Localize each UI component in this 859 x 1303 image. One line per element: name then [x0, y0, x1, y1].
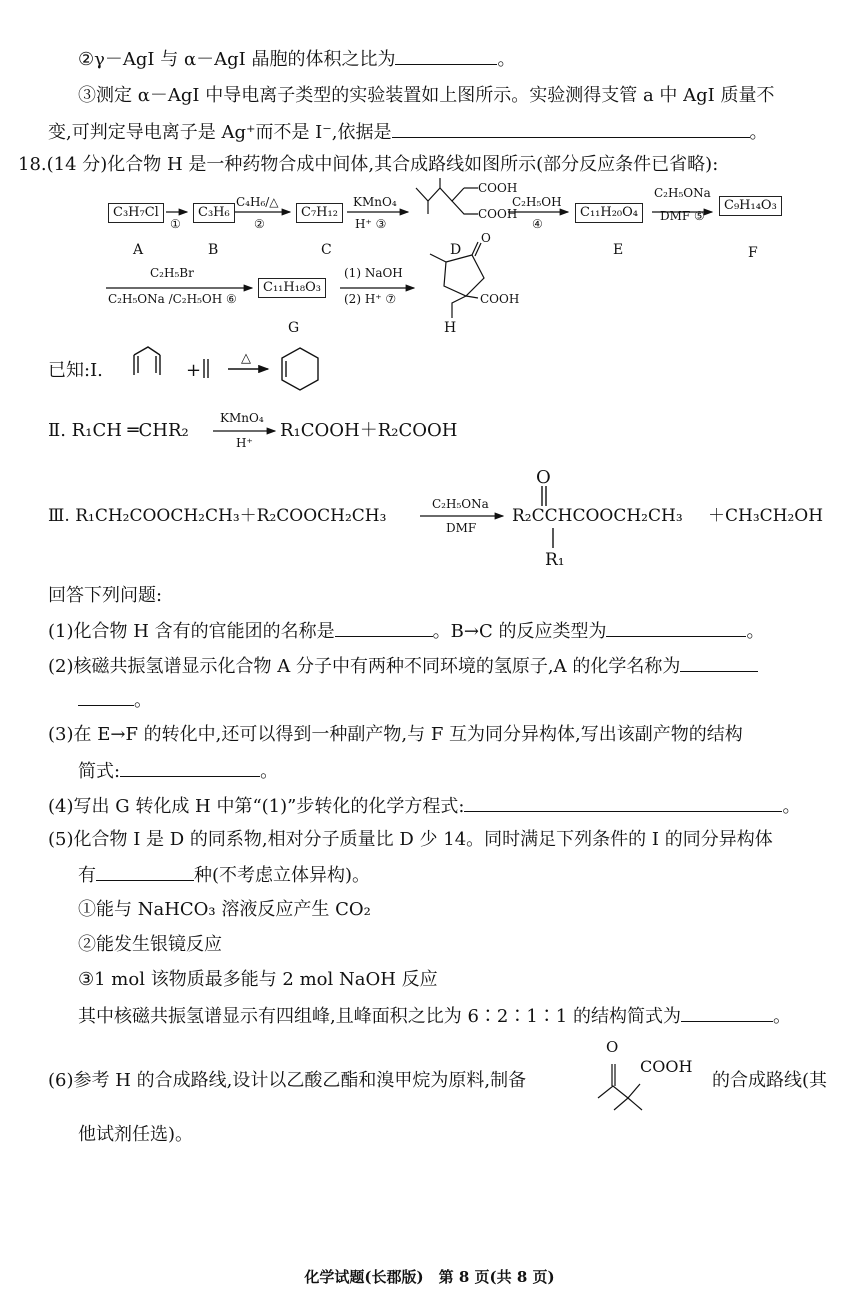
- condition: C₄H₆/△: [236, 195, 279, 209]
- text-seg: 。: [746, 621, 765, 642]
- known-3-byproduct: ＋CH₃CH₂OH: [708, 506, 824, 526]
- condition: H⁺: [236, 436, 253, 450]
- group-label: COOH: [478, 207, 518, 221]
- text-seg: 其中核磁共振氢谱显示有四组峰,且峰面积之比为 6∶2∶1∶1 的结构简式为: [78, 1006, 681, 1027]
- label-b: B: [208, 242, 219, 258]
- condition: DMF ⑤: [660, 209, 705, 223]
- condition: H⁺ ③: [355, 217, 387, 231]
- question-18-stem: 18.(14 分)化合物 H 是一种药物合成中间体,其合成路线如图所示(部分反应条件已省略):: [18, 154, 719, 175]
- step-number: ①: [170, 217, 181, 231]
- text-seg: (2)核磁共振氢谱显示化合物 A 分子中有两种不同环境的氢原子,A 的化学名称为: [48, 656, 681, 677]
- condition: C₂H₅ONa /C₂H₅OH ⑥: [108, 292, 237, 306]
- condition: C₂H₅OH: [512, 195, 562, 209]
- condition-3: ③1 mol 该物质最多能与 2 mol NaOH 反应: [78, 969, 438, 990]
- question-6: (6)参考 H 的合成路线,设计以乙酸乙酯和溴甲烷为原料,制备: [48, 1070, 527, 1091]
- label-g: G: [288, 320, 300, 336]
- question-5: (5)化合物 I 是 D 的同系物,相对分子质量比 D 少 14。同时满足下列条件的 I 的同分异构体: [48, 829, 773, 850]
- label-f: F: [748, 245, 758, 261]
- question-2: [48, 653, 758, 679]
- condition: C₂H₅ONa: [432, 497, 489, 511]
- question-3-cont: [78, 758, 278, 784]
- question-4: [48, 793, 800, 819]
- condition: C₂H₅ONa: [654, 186, 711, 200]
- answer-blank[interactable]: [464, 793, 782, 812]
- text-seg: 变,可判定导电离子是 Ag⁺而不是 I⁻,依据是: [48, 122, 392, 143]
- text-seg: 简式:: [78, 761, 121, 782]
- condition: KMnO₄: [353, 195, 397, 209]
- question-1: [48, 618, 764, 644]
- answer-blank[interactable]: [606, 618, 746, 637]
- text-seg: 。: [134, 690, 152, 711]
- text-seg: 。: [782, 796, 801, 817]
- compound-d-structure: [416, 178, 478, 214]
- answer-blank[interactable]: [96, 862, 194, 881]
- compound-f-box: C₉H₁₄O₃: [719, 196, 782, 216]
- answer-blank[interactable]: [78, 687, 134, 706]
- question-5-cont: [78, 862, 370, 888]
- text-seg: 。: [749, 122, 768, 143]
- condition-2: ②能发生银镜反应: [78, 934, 222, 955]
- condition: DMF: [446, 521, 477, 535]
- label-d: D: [450, 242, 462, 258]
- group-label: COOH: [480, 292, 520, 306]
- page-footer: 化学试题(长郡版) 第 8 页(共 8 页): [304, 1268, 555, 1286]
- label-h: H: [444, 320, 457, 336]
- question-2-cont: [78, 687, 152, 713]
- compound-g-box: C₁₁H₁₈O₃: [258, 278, 326, 298]
- condition: C₂H₅Br: [150, 266, 194, 280]
- label-c: C: [321, 242, 332, 258]
- plus-sign: +: [186, 360, 202, 381]
- known-2-right: R₁COOH＋R₂COOH: [280, 420, 458, 441]
- label-a: A: [133, 242, 144, 258]
- group-label: O: [481, 231, 491, 245]
- known-title: 已知:Ⅰ.: [48, 360, 103, 381]
- target-cooh: COOH: [640, 1057, 693, 1076]
- known-3-product: R₂CCHCOOCH₂CH₃: [512, 506, 683, 526]
- text-seg: 。: [772, 1006, 791, 1027]
- label-e: E: [613, 242, 624, 258]
- question-3: (3)在 E→F 的转化中,还可以得到一种副产物,与 F 互为同分异构体,写出该副产物的结构: [48, 724, 743, 745]
- text-seg: ②γ－AgI 与 α－AgI 晶胞的体积之比为: [78, 49, 396, 70]
- text-line: ③测定 α－AgI 中导电离子类型的实验装置如上图所示。实验测得支管 a 中 AgI 质量不: [78, 85, 775, 106]
- compound-e-box: C₁₁H₂₀O₄: [575, 203, 643, 223]
- target-o: O: [606, 1038, 619, 1056]
- text-seg: (1)化合物 H 含有的官能团的名称是: [48, 621, 335, 642]
- answer-blank[interactable]: [335, 618, 433, 637]
- text-seg: (4)写出 G 转化成 H 中第“(1)”步转化的化学方程式:: [48, 796, 465, 817]
- condition: (2) H⁺ ⑦: [344, 292, 397, 306]
- questions-intro: 回答下列问题:: [48, 585, 163, 606]
- known-2-left: Ⅱ. R₁CH ═CHR₂: [48, 420, 189, 441]
- r1-label: R₁: [545, 550, 565, 570]
- known-1-structures: [134, 347, 318, 390]
- text-seg: 有: [78, 865, 96, 886]
- text-seg: 种(不考虑立体异构)。: [194, 865, 371, 886]
- answer-blank[interactable]: [680, 653, 758, 672]
- compound-c-box: C₇H₁₂: [296, 203, 343, 223]
- text-seg: 。B→C 的反应类型为: [432, 621, 607, 642]
- step-number: ②: [254, 217, 265, 231]
- text-seg: 。: [260, 761, 279, 782]
- question-6-cont: 他试剂任选)。: [78, 1124, 194, 1145]
- condition: (1) NaOH: [344, 266, 403, 280]
- known-3-left: Ⅲ. R₁CH₂COOCH₂CH₃＋R₂COOCH₂CH₃: [48, 506, 387, 526]
- target-structure: [598, 1064, 642, 1110]
- step-number: ④: [532, 217, 543, 231]
- group-label: COOH: [478, 181, 518, 195]
- answer-blank[interactable]: [120, 758, 260, 777]
- condition-1: ①能与 NaHCO₃ 溶液反应产生 CO₂: [78, 899, 371, 920]
- question-5-extra: [78, 1003, 791, 1029]
- answer-blank[interactable]: [681, 1003, 773, 1022]
- compound-a-box: C₃H₇Cl: [108, 203, 164, 223]
- condition: KMnO₄: [220, 411, 264, 425]
- condition: △: [241, 351, 251, 366]
- text-seg: 。: [497, 49, 516, 70]
- question-6-tail: 的合成路线(其: [712, 1070, 828, 1091]
- carbonyl-o: O: [536, 467, 551, 488]
- compound-b-box: C₃H₆: [193, 203, 235, 223]
